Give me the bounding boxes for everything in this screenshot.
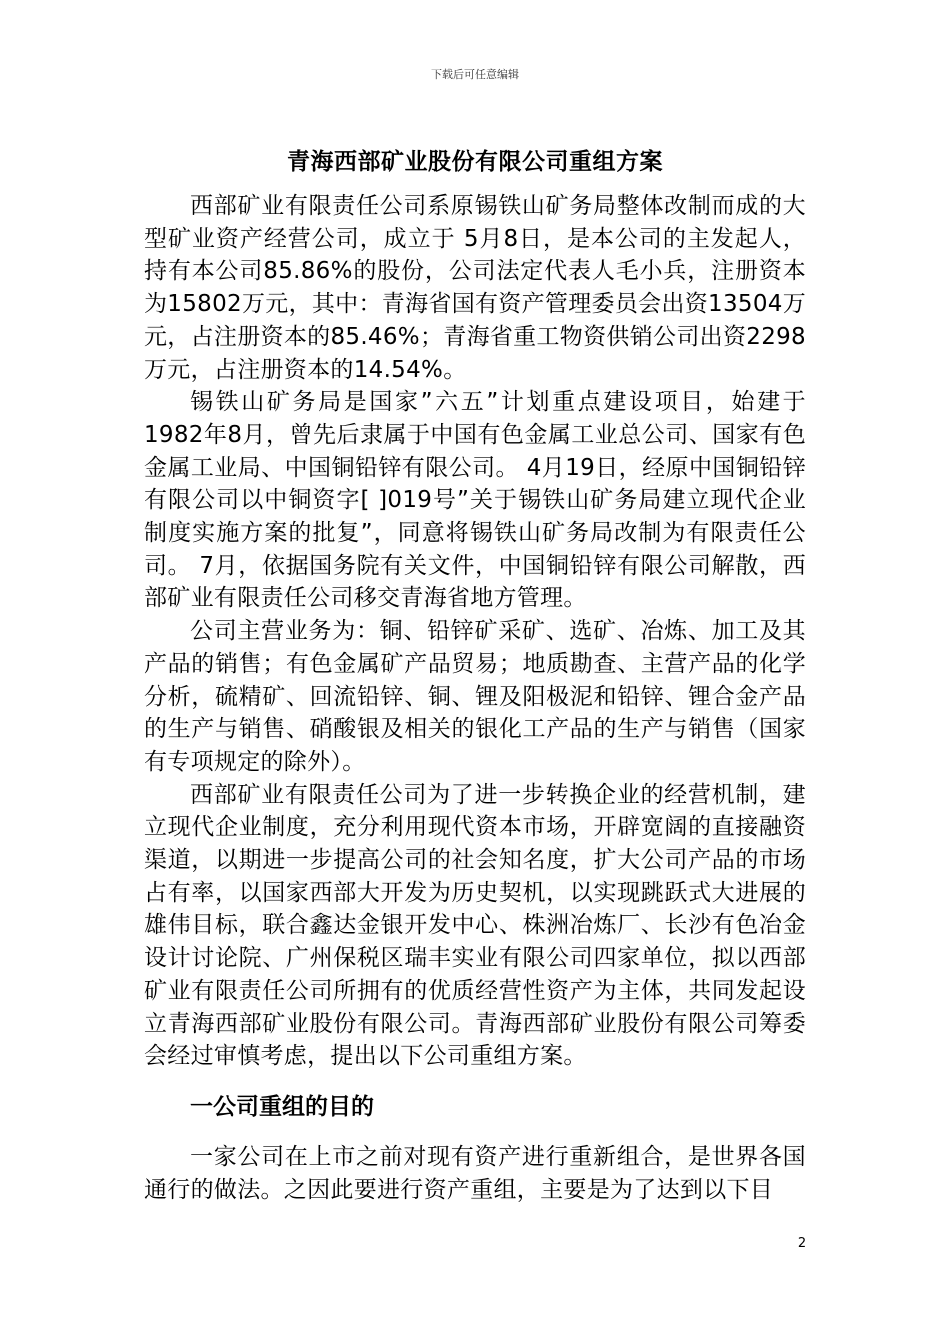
section-heading-purpose: 一公司重组的目的: [190, 1093, 374, 1120]
paragraph-main-business: 公司主营业务为：铜、铅锌矿采矿、选矿、冶炼、加工及其产品的销售；有色金属矿产品贸易；地质勘查、主营产品的化学分析，硫精矿、回流铅锌、铜、锂及阳极泥和铅锌、锂合金产品的生产与销售、硝酸银及相关的银化工产品的生产与销售（国家有专项规定的除外）。: [144, 618, 806, 775]
paragraph-restructuring-intent: 西部矿业有限责任公司为了进一步转换企业的经营机制，建立现代企业制度，充分利用现代资本市场，开辟宽阔的直接融资渠道，以期进一步提高公司的社会知名度，扩大公司产品的市场占有率，以国家西部大开发为历史契机，以实现跳跃式大进展的雄伟目标，联合鑫达金银开发中心、株洲冶炼厂、长沙有色冶金设计讨论院、广州保税区瑞丰实业有限公司四家单位，拟以西部矿业有限责任公司所拥有的优质经营性资产为主体，共同发起设立青海西部矿业股份有限公司。青海西部矿业股份有限公司筹委会经过审慎考虑，提出以下公司重组方案。: [144, 781, 806, 1070]
page-number: 2: [797, 1236, 807, 1251]
document-title: 青海西部矿业股份有限公司重组方案: [287, 149, 663, 175]
paragraph-history: 锡铁山矿务局是国家”六五”计划重点建设项目，始建于1982年8月，曾先后隶属于中国有色金属工业总公司、国家有色金属工业局、中国铜铅锌有限公司。 4月19日，经原中国铜铅锌有限公司以中铜资字[ ]019号”关于锡铁山矿务局建立现代企业制度实施方案的批复”，同意将锡铁山矿务局改制为有限责任公司。 7月，依据国务院有关文件，中国铜铅锌有限公司解散，西部矿业有限责任公司移交青海省地方管理。: [144, 389, 806, 612]
document-body: [144, 190, 806, 1206]
header-note: 下载后可任意编辑: [431, 68, 519, 81]
paragraph-purpose: 一家公司在上市之前对现有资产进行重新组合，是世界各国通行的做法。之因此要进行资产重组，主要是为了达到以下目: [144, 1143, 806, 1203]
paragraph-company-background: 西部矿业有限责任公司系原锡铁山矿务局整体改制而成的大型矿业资产经营公司，成立于 5月8日，是本公司的主发起人，持有本公司85.86%的股份，公司法定代表人毛小兵，注册资本为15802万元，其中：青海省国有资产管理委员会出资13504万元，占注册资本的85.46%；青海省重工物资供销公司出资2298万元，占注册资本的14.54%。: [144, 193, 806, 383]
